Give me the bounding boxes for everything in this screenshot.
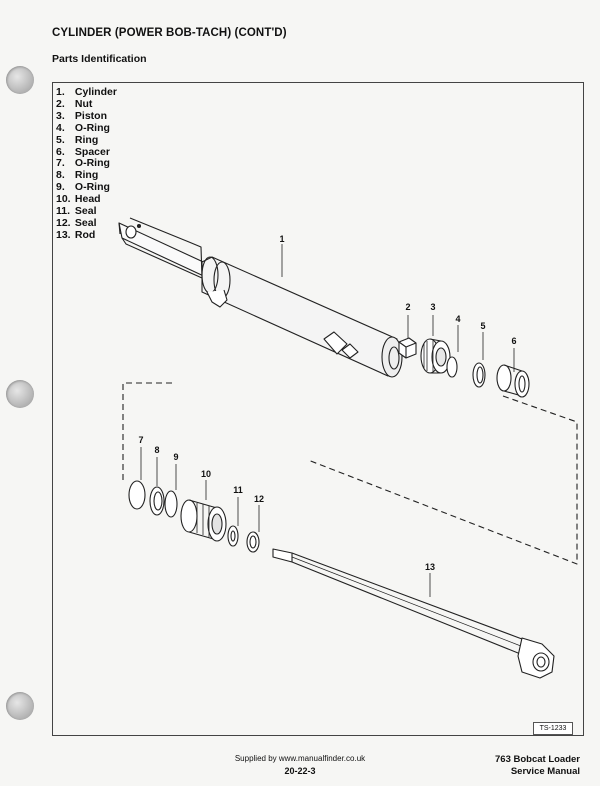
spacer-part [497,365,529,397]
parts-list-item: 7. O-Ring [56,157,110,170]
o-ring-part [165,491,177,517]
section-subtitle: Parts Identification [52,53,147,65]
parts-list-item: 1. Cylinder [56,86,117,98]
manual-name: Service Manual [510,766,580,777]
parts-list-item: 4. O-Ring [56,121,110,134]
seal-part [247,532,259,552]
binder-hole-bottom [6,692,34,720]
parts-list-item: 2. Nut [56,97,93,110]
parts-list-item: 13. Rod [56,228,96,241]
callout-2: 2 [405,302,411,312]
callout-6: 6 [511,336,517,346]
callout-3: 3 [430,302,436,312]
callout-5: 5 [480,321,486,331]
callout-9: 9 [173,452,179,462]
callout-8: 8 [154,445,160,455]
supplied-by-text: Supplied by www.manualfinder.co.uk [234,754,366,763]
parts-list-item: 3. Piston [56,109,108,122]
binder-hole-middle [6,380,34,408]
callout-4: 4 [455,314,461,324]
seal-part [228,526,238,546]
callout-13: 13 [424,562,436,572]
cylinder-part [119,218,402,377]
parts-list-item: 8. Ring [56,169,99,182]
exploded-view-drawing [52,82,584,736]
page-number: 20-22-3 [284,766,316,776]
rod-part [273,549,554,678]
figure-reference: TS-1233 [533,722,573,735]
callout-7: 7 [138,435,144,445]
parts-list-item: 6. Spacer [56,145,110,158]
assembly-dashed-line [123,383,172,482]
parts-list-item: 5. Ring [56,133,99,146]
callout-1: 1 [279,234,285,244]
parts-list-item: 12. Seal [56,216,97,229]
o-ring-part [447,357,457,377]
callout-12: 12 [253,494,265,504]
callout-10: 10 [200,469,212,479]
page-title: CYLINDER (POWER BOB-TACH) (CONT'D) [52,27,287,39]
parts-list-item: 11. Seal [56,205,97,218]
assembly-dashed-line [308,396,577,564]
binder-hole-top [6,66,34,94]
piston-part [421,339,450,373]
parts-list-item: 9. O-Ring [56,181,110,194]
callout-11: 11 [233,485,243,495]
model-name: 763 Bobcat Loader [495,754,580,765]
nut-part [399,338,416,358]
o-ring-part [129,481,145,509]
parts-list-item: 10. Head [56,193,101,206]
head-part [181,500,226,541]
